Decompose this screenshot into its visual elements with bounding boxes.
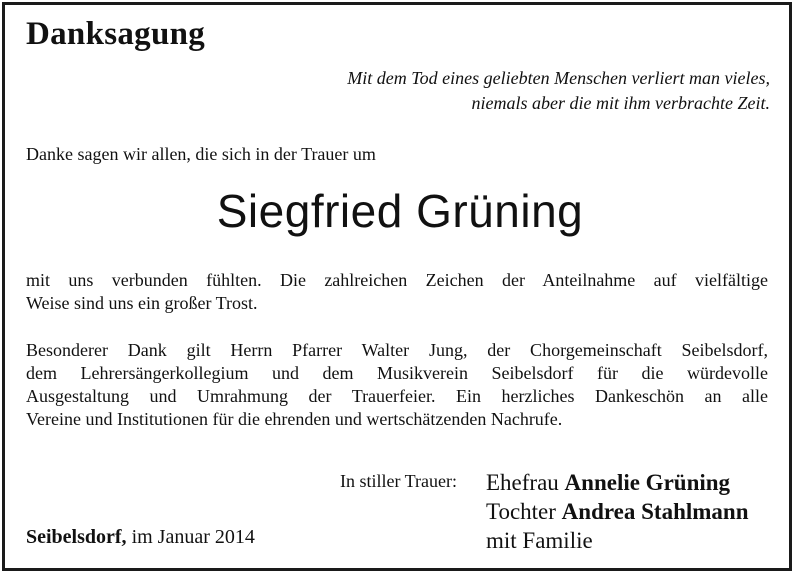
mourner-relation: Ehefrau [486,470,559,495]
thanks-paragraph-1 [26,269,768,315]
paragraph-line: dem Lehrersängerkollegium und dem Musikverein Seibelsdorf für die würdevolle [26,363,768,383]
mourner-name: Andrea Stahlmann [561,499,749,524]
paragraph-line: Ausgestaltung und Umrahmung der Trauerfeier. Ein herzliches Dankeschön an alle [26,386,768,406]
paragraph-line: Weise sind uns ein großer Trost. [26,293,258,313]
thanks-paragraph-2 [26,339,768,431]
paragraph-line: Besonderer Dank gilt Herrn Pfarrer Walter Jung, der Chorgemeinschaft Seibelsdorf, [26,340,768,360]
quote-line-2: niemals aber die mit ihm verbrachte Zeit. [471,93,770,113]
deceased-name: Siegfried Grüning [216,185,584,237]
quote-line-1: Mit dem Tod eines geliebten Menschen verliert man vieles, [347,68,770,88]
notice-date: im Januar 2014 [131,526,255,548]
paragraph-line: mit uns verbunden fühlten. Die zahlreichen Zeichen der Anteilnahme auf vielfältige [26,270,768,290]
mourning-label: In stiller Trauer: [340,471,457,491]
mourner-list [486,468,749,555]
mourner-relation: Tochter [486,499,556,524]
place-date [26,526,255,549]
mourner-entry [486,497,749,526]
paragraph-line: Vereine und Institutionen für die ehrenden und wertschätzenden Nachrufe. [26,409,563,429]
notice-title: Danksagung [26,16,206,52]
mourner-relation: mit Familie [486,528,593,553]
mourner-name: Annelie Grüning [564,470,731,495]
place-name: Seibelsdorf, [26,526,127,548]
memorial-quote [347,66,770,116]
mourner-entry [486,526,749,555]
intro-text: Danke sagen wir allen, die sich in der Trauer um [26,144,376,164]
mourner-entry [486,468,749,497]
